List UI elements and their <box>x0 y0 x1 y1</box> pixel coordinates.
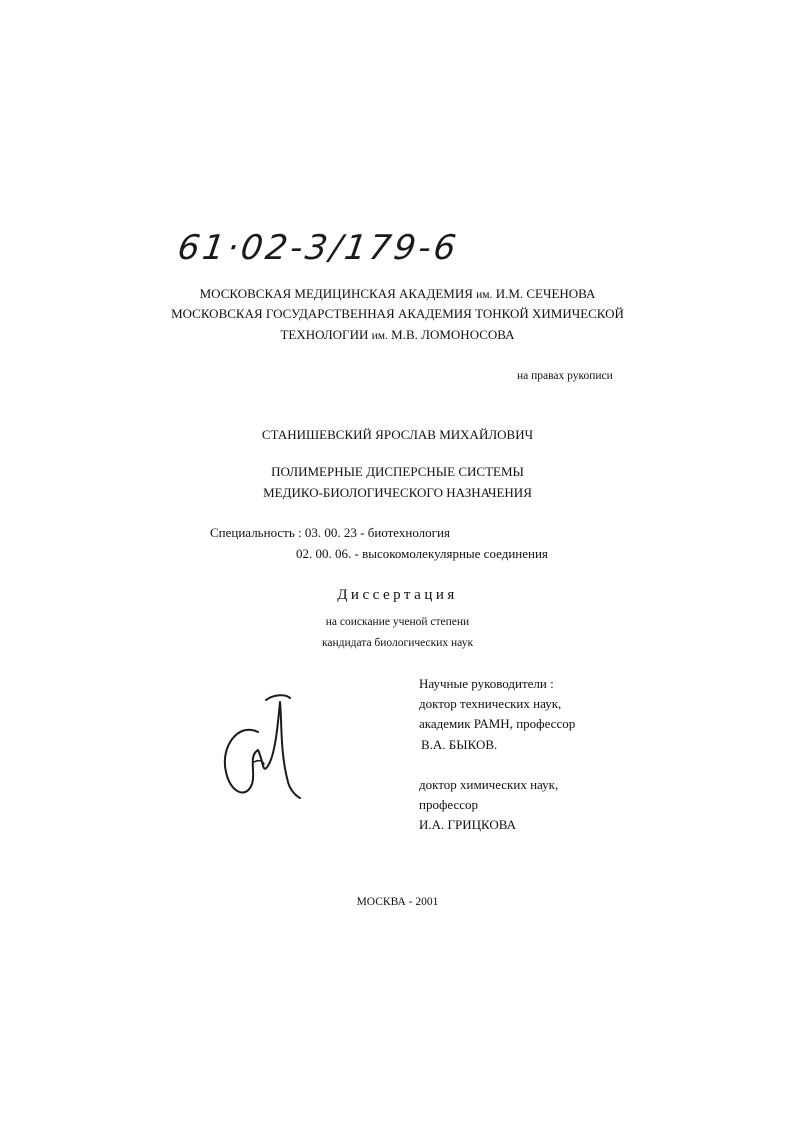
author-name: СТАНИШЕВСКИЙ ЯРОСЛАВ МИХАЙЛОВИЧ <box>261 427 534 442</box>
specialty-label: Специальность : <box>210 525 302 540</box>
handwritten-signature <box>218 692 308 812</box>
specialty-line-1 <box>210 525 450 541</box>
manuscript-rights-note: на правах рукописи <box>517 370 613 382</box>
institution-1-im: им. <box>476 289 493 301</box>
title-line-2: МЕДИКО-БИОЛОГИЧЕСКОГО НАЗНАЧЕНИЯ <box>263 485 532 500</box>
institution-line-3 <box>0 327 795 344</box>
supervisor-2-name: И.А. ГРИЦКОВА <box>419 817 517 832</box>
city-year: МОСКВА - 2001 <box>356 896 439 908</box>
specialty-first: 03. 00. 23 - биотехнология <box>304 525 450 540</box>
institution-2-im: им. <box>371 330 388 342</box>
supervisor-2-degree: доктор химических наук, <box>419 777 559 792</box>
supervisor-2-title: профессор <box>419 797 479 812</box>
institution-2-namesake: М.В. ЛОМОНОСОВА <box>391 327 515 342</box>
supervisor-1-degree: доктор технических наук, <box>419 696 562 711</box>
institution-line-2: МОСКОВСКАЯ ГОСУДАРСТВЕННАЯ АКАДЕМИЯ ТОНКОЙ ХИМИЧЕСКОЙ <box>171 306 624 321</box>
supervisor-1-name: В.А. БЫКОВ. <box>421 737 498 752</box>
supervisor-1-title: академик РАМН, профессор <box>419 716 576 731</box>
handwritten-archive-code: 61·02-3/179-6 <box>175 228 462 268</box>
degree-line-1: на соискание ученой степени <box>325 616 470 628</box>
dissertation-heading: Диссертация <box>337 587 458 603</box>
specialty-second: 02. 00. 06. - высокомолекулярные соединения <box>296 546 548 561</box>
institution-1-namesake: И.М. СЕЧЕНОВА <box>495 286 596 301</box>
degree-line-2: кандидата биологических наук <box>321 637 474 649</box>
institution-line-1 <box>0 286 795 303</box>
institution-2-name-end: ТЕХНОЛОГИИ <box>280 327 369 342</box>
title-line-1: ПОЛИМЕРНЫЕ ДИСПЕРСНЫЕ СИСТЕМЫ <box>271 464 524 479</box>
institution-1-name: МОСКОВСКАЯ МЕДИЦИНСКАЯ АКАДЕМИЯ <box>199 286 473 301</box>
supervisors-heading: Научные руководители : <box>419 676 554 691</box>
